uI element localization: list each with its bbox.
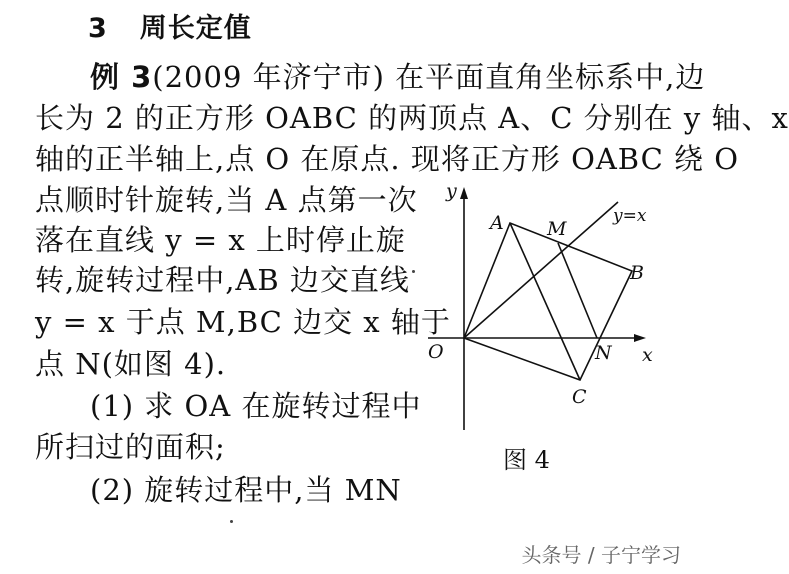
label-point-b: B	[630, 262, 644, 284]
figure-caption: 图 4	[503, 446, 550, 474]
label-x-axis: x	[642, 344, 653, 366]
label-point-n: N	[595, 342, 612, 364]
question-1-line-2: 所扫过的面积;	[35, 430, 226, 464]
section-number: 3	[88, 13, 108, 44]
y-axis-arrow	[460, 187, 468, 199]
figure-4-diagram	[420, 175, 680, 435]
speck-mark	[230, 520, 233, 523]
watermark: 头条号 / 子宁学习	[521, 543, 681, 567]
label-y-axis: y	[446, 180, 457, 202]
example-line-8: 点 N(如图 4).	[35, 347, 227, 381]
section-heading	[88, 6, 252, 45]
label-point-c: C	[572, 386, 587, 408]
example-label: 例 3	[90, 60, 153, 94]
label-point-a: A	[490, 212, 504, 234]
example-line-2: 长为 2 的正方形 OABC 的两顶点 A、C 分别在 y 轴、x	[35, 101, 789, 135]
label-line-y-equals-x: y=x	[613, 206, 647, 226]
section-title: 周长定值	[139, 13, 252, 44]
x-axis-arrow	[634, 334, 646, 342]
label-point-o: O	[428, 341, 444, 363]
segment-mn	[558, 243, 597, 338]
question-2-line-1: (2) 旋转过程中,当 MN	[90, 473, 402, 507]
example-line-5: 落在直线 y = x 上时停止旋	[35, 223, 406, 257]
line-y-equals-x	[464, 202, 618, 338]
example-line-6: 转,旋转过程中,AB 边交直线	[35, 263, 410, 297]
example-line-3: 轴的正半轴上,点 O 在原点. 现将正方形 OABC 绕 O	[35, 142, 740, 176]
label-point-m: M	[547, 218, 567, 240]
example-line-7: y = x 于点 M,BC 边交 x 轴于	[35, 305, 451, 339]
example-line-1	[90, 55, 705, 96]
speck-mark	[412, 270, 415, 273]
example-line-1-text: (2009 年济宁市) 在平面直角坐标系中,边	[152, 60, 706, 94]
question-1-line-1: (1) 求 OA 在旋转过程中	[90, 389, 422, 423]
example-line-4: 点顺时针旋转,当 A 点第一次	[35, 183, 418, 217]
